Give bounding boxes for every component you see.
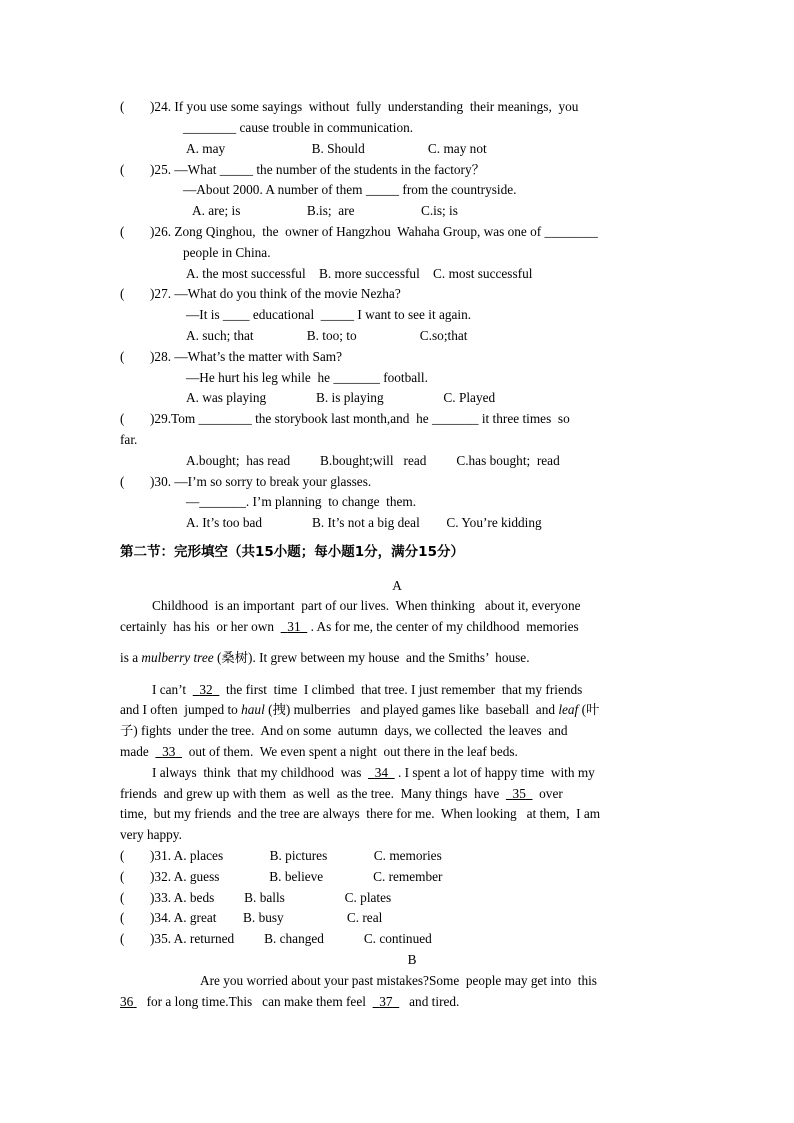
passage-line: Are you worried about your past mistakes?Some people may get into this (200, 973, 597, 988)
question-26-cont: people in China. (183, 245, 271, 260)
cloze-options-35: )35. A. returned B. changed C. continued (150, 931, 432, 946)
question-26: )26. Zong Qinghou, the owner of Hangzhou Wahaha Group, was one of ________ (150, 224, 598, 239)
question-30: )30. —I’m so sorry to break your glasses. (150, 474, 372, 489)
part-b-label: B (407, 952, 417, 967)
question-27-options: A. such; that B. too; to C.so;that (186, 328, 468, 343)
section-heading: 第二节：完形填空（共15小题；每小题1分，满分15分） (120, 544, 464, 560)
passage-line: I can’t 32 the first time I climbed that tree. I just remember that my friends (152, 682, 583, 697)
italic-term: mulberry tree (141, 650, 214, 665)
answer-paren[interactable]: ( (120, 848, 152, 863)
answer-paren[interactable]: ( (120, 224, 152, 239)
answer-paren[interactable]: ( (120, 99, 152, 114)
passage-line: is a mulberry tree (桑树). It grew between my house and the Smiths’ house. (120, 650, 530, 665)
answer-paren[interactable]: ( (120, 411, 152, 426)
question-24-cont: ________ cause trouble in communication. (183, 120, 414, 135)
cloze-options-31: )31. A. places B. pictures C. memories (150, 848, 442, 863)
answer-paren[interactable]: ( (120, 474, 152, 489)
question-24-options: A. may B. Should C. may not (186, 141, 487, 156)
answer-paren[interactable]: ( (120, 349, 152, 364)
question-29-options: A.bought; has read B.bought;will read C.has bought; read (186, 453, 560, 468)
blank-33[interactable]: 33 (162, 744, 176, 759)
cloze-options-32: )32. A. guess B. believe C. remember (150, 869, 443, 884)
question-25: )25. —What _____ the number of the students in the factory？ (150, 162, 485, 177)
answer-paren[interactable]: ( (120, 910, 152, 925)
question-24: )24. If you use some sayings without fully understanding their meanings, you (150, 99, 579, 114)
answer-paren[interactable]: ( (120, 286, 152, 301)
cloze-options-33: )33. A. beds B. balls C. plates (150, 890, 392, 905)
blank-32[interactable]: 32 (199, 682, 213, 697)
question-28-cont: —He hurt his leg while he _______ football. (186, 370, 428, 385)
answer-paren[interactable]: ( (120, 890, 152, 905)
cloze-options-34: )34. A. great B. busy C. real (150, 910, 383, 925)
passage-line: and I often jumped to haul (拽) mulberries and played games like baseball and leaf (叶 (120, 702, 600, 717)
blank-34[interactable]: 34 (374, 765, 388, 780)
passage-line: 子) fights under the tree. And on some autumn days, we collected the leaves and (120, 723, 568, 738)
passage-line: time, but my friends and the tree are always there for me. When looking at them, I am (120, 806, 601, 821)
blank-36[interactable]: 36 (120, 994, 134, 1009)
question-30-options: A. It’s too bad B. It’s not a big deal C. You’re kidding (186, 515, 542, 530)
question-30-cont: —_______. I’m planning to change them. (186, 494, 417, 509)
italic-term: leaf (558, 702, 579, 717)
question-25-options: A. are; is B.is; are C.is; is (192, 203, 458, 218)
passage-line: made 33 out of them. We even spent a night out there in the leaf beds. (120, 744, 518, 759)
answer-paren[interactable]: ( (120, 931, 152, 946)
question-28-options: A. was playing B. is playing C. Played (186, 390, 496, 405)
question-29: )29.Tom ________ the storybook last month,and he _______ it three times so (150, 411, 570, 426)
passage-line: Childhood is an important part of our lives. When thinking about it, everyone (152, 598, 581, 613)
answer-paren[interactable]: ( (120, 869, 152, 884)
blank-35[interactable]: 35 (512, 786, 526, 801)
question-27-cont: —It is ____ educational _____ I want to see it again. (186, 307, 472, 322)
blank-31[interactable]: 31 (287, 619, 301, 634)
question-29-cont: far. (120, 432, 138, 447)
question-25-cont: —About 2000. A number of them _____ from the countryside. (183, 182, 517, 197)
part-a-label: A (392, 578, 402, 593)
passage-line: friends and grew up with them as well as the tree. Many things have 35 over (120, 786, 563, 801)
question-27: )27. —What do you think of the movie Nezha? (150, 286, 401, 301)
passage-line: certainly has his or her own 31 . As for me, the center of my childhood memories (120, 619, 579, 634)
passage-line: I always think that my childhood was 34 . I spent a lot of happy time with my (152, 765, 595, 780)
passage-line: very happy. (120, 827, 182, 842)
passage-line: 36 for a long time.This can make them feel 37 and tired. (120, 994, 460, 1009)
italic-term: haul (241, 702, 265, 717)
question-28: )28. —What’s the matter with Sam? (150, 349, 343, 364)
question-26-options: A. the most successful B. more successful C. most successful (186, 266, 533, 281)
answer-paren[interactable]: ( (120, 162, 152, 177)
blank-37[interactable]: 37 (379, 994, 393, 1009)
